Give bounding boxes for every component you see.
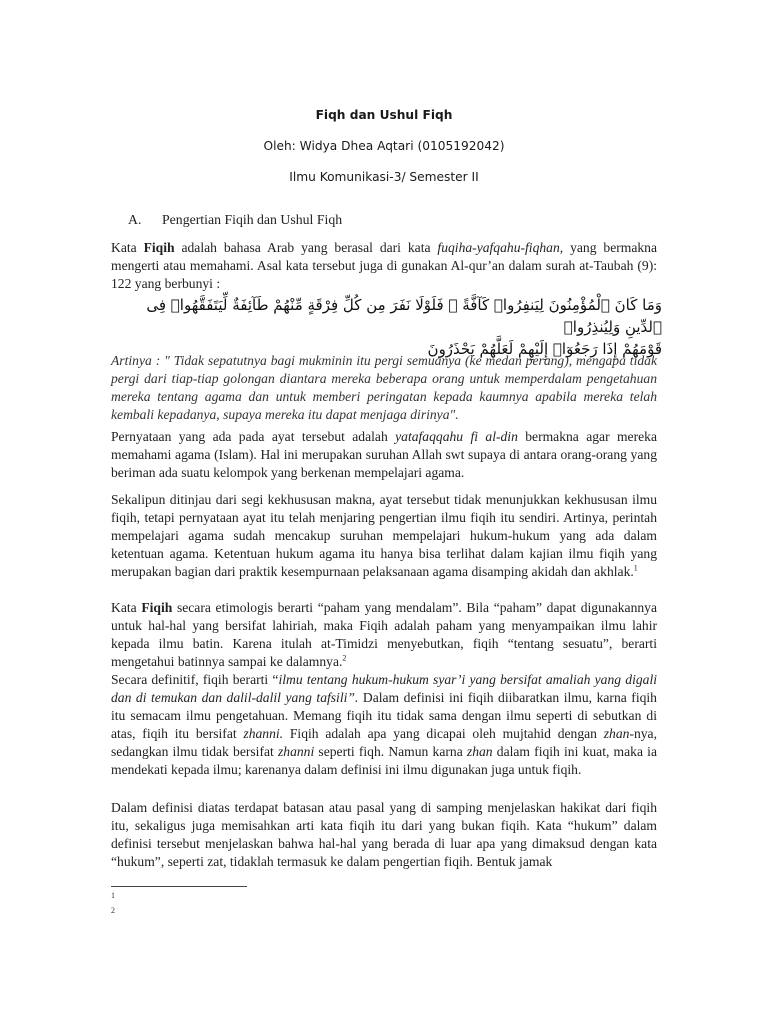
italic-term: zhan bbox=[466, 744, 493, 759]
section-letter: A. bbox=[128, 212, 142, 227]
term-fiqih: Fiqih bbox=[143, 240, 175, 255]
text-run: seperti fiqh. Namun karna bbox=[314, 744, 467, 759]
text-run: secara etimologis berarti “paham yang mendalam”. Bila “paham” dapat digunakannya untuk hal-hal yang bersifat lahiriah, maka Fiqih adalah paham yang menyampaikan ilmu lahir kepada ilmu batin. Karena itulah at-Timidzi menyebutkan, fiqih “tentang sesuatu”, berarti mengetahui batinnya sampai ke dalamnya. bbox=[111, 600, 657, 669]
paragraph-etymology bbox=[111, 599, 657, 671]
paragraph-specificity bbox=[111, 491, 657, 581]
text-run: Kata bbox=[111, 240, 144, 255]
text-run: bermakna agar mereka memahami agama (Islam). Hal ini merupakan suruhan Allah swt supaya di antara orang-orang yang beriman ada suatu kelompok yang berkenan mempelajari agama. bbox=[111, 429, 657, 480]
text-run: Sekalipun ditinjau dari segi kekhususan makna, ayat tersebut tidak menunjukkan kekhususan ilmu fiqih, tetapi pernyataan ayat itu telah menjaring pengertian ilmu fiqih itu sendiri. Artinya, perintah mempelajari agama sudah mencakup suruhan mempelajari hukum-hukum yang ada dalam ketentuan agama. Ketentuan hukum agama itu hanya bisa terlihat dalam kajian ilmu fiqih yang merupakan bagian dari praktik kesempurnaan pelaksanaan agama disamping akidah dan akhlak. bbox=[111, 492, 657, 579]
paragraph-definition bbox=[111, 239, 657, 293]
text-run: Pernyataan yang ada pada ayat tersebut adalah bbox=[111, 429, 396, 444]
italic-term: yatafaqqahu fi al-din bbox=[395, 429, 518, 444]
section-heading bbox=[128, 211, 342, 229]
paragraph-definitive bbox=[111, 671, 657, 779]
quran-verse bbox=[106, 294, 662, 360]
arabic-root-term: fuqiha-yafqahu-fiqhan, bbox=[437, 240, 564, 255]
footnote-2: 2 bbox=[111, 906, 115, 915]
footnote-ref-1[interactable]: 1 bbox=[633, 563, 638, 573]
text-run: adalah bahasa Arab yang berasal dari kata bbox=[174, 240, 438, 255]
text-run: Fiqih adalah apa yang dicapai oleh mujtahid dengan bbox=[283, 726, 604, 741]
footnote-ref-2[interactable]: 2 bbox=[342, 653, 347, 663]
footnote-1: 1 bbox=[111, 891, 115, 900]
italic-term: zhan bbox=[603, 726, 630, 741]
verse-translation: Artinya : " Tidak sepatutnya bagi mukminin itu pergi semuanya (ke medan perang), mengapa tidak pergi dari tiap-tiap golongan diantara mereka beberapa orang untuk memperdalam pengetahuan mereka tentang agama dan untuk memberi peringatan kepada kaumnya apabila mereka telah kembali kepadanya, supaya mereka itu dapat menjaga dirinya". bbox=[111, 353, 657, 422]
document-title: Fiqh dan Ushul Fiqh bbox=[315, 108, 453, 122]
text-run: dalam fiqih ini kuat, maka ia mendekati kepada ilmu; karenanya dalam definisi ini ilmu digunakan juga untuk fiqih. bbox=[111, 744, 657, 777]
italic-term: zhanni bbox=[277, 744, 315, 759]
section-title: Pengertian Fiqih dan Ushul Fiqh bbox=[162, 212, 343, 227]
author-line: Oleh: Widya Dhea Aqtari (0105192042) bbox=[263, 139, 505, 153]
italic-quote: ilmu tentang hukum-hukum syar’i yang bersifat amaliah yang digali dan di temukan dan dalil-dalil yang tafsili”. bbox=[111, 672, 657, 705]
term-fiqih: Fiqih bbox=[141, 600, 173, 615]
italic-term: zhanni. bbox=[243, 726, 284, 741]
verse-line-1: وَمَا كَانَ ٱلْمُؤْمِنُونَ لِيَنفِرُوا۟ كَآفَّةً ۚ فَلَوْلَا نَفَرَ مِن كُلِّ فِرْقَةٍ مِّنْهُمْ طَآئِفَةٌ لِّيَتَفَقَّهُوا۟ فِى ٱلدِّينِ وَلِيُنذِرُوا۟ bbox=[146, 296, 662, 336]
paragraph-statement bbox=[111, 428, 657, 482]
title-block bbox=[0, 104, 768, 197]
text-run: Secara definitif, fiqih berarti “ bbox=[111, 672, 279, 687]
text-run: yang bermakna mengerti atau memahami. Asal kata tersebut juga di gunakan Al-qur’an dalam surah at-Taubah (9): 122 yang berbunyi : bbox=[111, 240, 657, 291]
paragraph-boundaries: Dalam definisi diatas terdapat batasan atau pasal yang di samping menjelaskan hakikat dari fiqih itu, sekaligus juga memisahkan arti kata fiqih itu dari yang bukan fiqih. Kata “hukum” dalam definisi tersebut menjelaskan bahwa hal-hal yang berada di luar apa yang dimaksud dengan kata “hukum”, seperti zat, tidaklah termasuk ke dalam pengertian fiqih. Bentuk jamak bbox=[111, 800, 657, 869]
text-run: Dalam definisi ini fiqih diibaratkan ilmu, karna fiqih itu semacam ilmu pengetahuan. Memang fiqih itu tidak sama dengan ilmu seperti di sebutkan di atas, fiqih itu bersifat bbox=[111, 690, 657, 741]
verse-line-2: قَوْمَهُمْ إِذَا رَجَعُوٓا۟ إِلَيْهِمْ لَعَلَّهُمْ يَحْذَرُونَ bbox=[427, 340, 662, 358]
class-info: Ilmu Komunikasi-3/ Semester II bbox=[289, 170, 479, 184]
footnote-separator bbox=[111, 886, 247, 887]
text-run: -nya, sedangkan ilmu tidak bersifat bbox=[111, 726, 657, 759]
text-run: Kata bbox=[111, 600, 142, 615]
